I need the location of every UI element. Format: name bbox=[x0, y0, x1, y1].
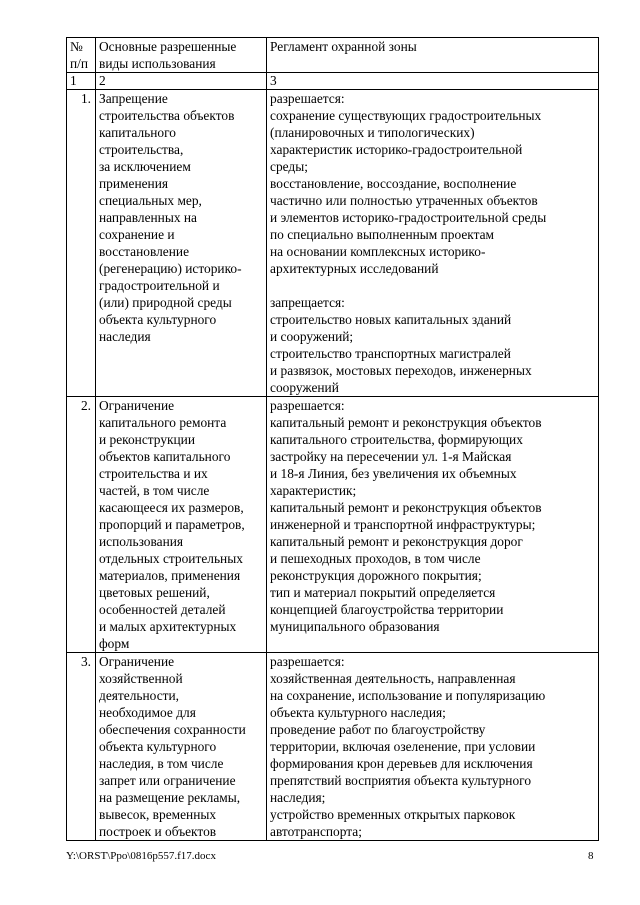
use-type-line: восстановление bbox=[99, 244, 190, 259]
use-type-line: сохранение и bbox=[99, 227, 175, 242]
use-type-line: частей, в том числе bbox=[99, 483, 210, 498]
use-type-line: построек и объектов bbox=[99, 824, 217, 839]
row-number: 3. bbox=[67, 653, 96, 841]
use-type-line: наследия bbox=[99, 329, 151, 344]
use-type-line: вывесок, временных bbox=[99, 807, 217, 822]
regulation-line: застройку на пересечении ул. 1-я Майская bbox=[270, 449, 512, 464]
regulation-line: архитектурных исследований bbox=[270, 261, 439, 276]
regulation-line: разрешается: bbox=[270, 398, 345, 413]
use-type-line: запрет или ограничение bbox=[99, 773, 236, 788]
use-type-line: и малых архитектурных bbox=[99, 619, 237, 634]
use-type-line: обеспечения сохранности bbox=[99, 722, 246, 737]
regulation-line: реконструкция дорожного покрытия; bbox=[270, 568, 482, 583]
use-type-line: использования bbox=[99, 534, 184, 549]
regulation-line: и 18-я Линия, без увеличения их объемных bbox=[270, 466, 517, 481]
column-index-row bbox=[67, 73, 599, 90]
use-type-line: объектов капитального bbox=[99, 449, 231, 464]
use-type-line: специальных мер, bbox=[99, 193, 202, 208]
use-type-line: касающееся их размеров, bbox=[99, 500, 244, 515]
regulation-line: строительство новых капитальных зданий bbox=[270, 312, 512, 327]
regulation-line: разрешается: bbox=[270, 654, 345, 669]
regulation-line: частично или полностью утраченных объектов bbox=[270, 193, 538, 208]
regulation-line: муниципального образования bbox=[270, 619, 440, 634]
header-use-types bbox=[96, 38, 267, 73]
header-use-types-line: виды использования bbox=[99, 56, 216, 71]
regulation-line: сооружений bbox=[270, 380, 339, 395]
regulation-line: сохранение существующих градостроительных bbox=[270, 108, 542, 123]
regulation-line: формирования крон деревьев для исключения bbox=[270, 756, 533, 771]
use-type-cell bbox=[96, 90, 267, 397]
use-type-line: Ограничение bbox=[99, 398, 175, 413]
regulation-line: хозяйственная деятельность, направленная bbox=[270, 671, 516, 686]
row-number: 2. bbox=[67, 397, 96, 653]
use-type-line: отдельных строительных bbox=[99, 551, 243, 566]
regulation-line: и развязок, мостовых переходов, инженерных bbox=[270, 363, 532, 378]
page-number: 8 bbox=[588, 850, 594, 862]
header-use-types-line: Основные разрешенные bbox=[99, 39, 237, 54]
footer-file-path: Y:\ORST\Ppo\0816p557.f17.docx bbox=[66, 850, 216, 862]
regulation-line: и сооружений; bbox=[270, 329, 354, 344]
regulation-line: наследия; bbox=[270, 790, 326, 805]
use-type-line: форм bbox=[99, 636, 130, 651]
use-type-line: за исключением bbox=[99, 159, 191, 174]
use-type-line: капитального bbox=[99, 125, 176, 140]
regulation-line: (планировочных и типологических) bbox=[270, 125, 475, 140]
regulation-line: характеристик историко-градостроительной bbox=[270, 142, 523, 157]
use-type-line: деятельности, bbox=[99, 688, 180, 703]
regulation-line: проведение работ по благоустройству bbox=[270, 722, 486, 737]
regulation-line: инженерной и транспортной инфраструктуры; bbox=[270, 517, 536, 532]
use-type-line: (регенерацию) историко- bbox=[99, 261, 242, 276]
regulation-table bbox=[66, 37, 599, 841]
use-type-line: на размещение рекламы, bbox=[99, 790, 241, 805]
table-header-row bbox=[67, 38, 599, 73]
regulation-line: территории, включая озеленение, при условии bbox=[270, 739, 536, 754]
use-type-cell bbox=[96, 653, 267, 841]
use-type-line: направленных на bbox=[99, 210, 197, 225]
regulation-line: на сохранение, использование и популяризацию bbox=[270, 688, 546, 703]
regulation-cell bbox=[267, 90, 599, 397]
regulation-line: среды; bbox=[270, 159, 308, 174]
use-type-line: строительства, bbox=[99, 142, 184, 157]
header-regulation bbox=[267, 38, 599, 73]
use-type-line: строительства объектов bbox=[99, 108, 235, 123]
regulation-line: и элементов историко-градостроительной среды bbox=[270, 210, 547, 225]
header-number-line: № bbox=[70, 39, 83, 54]
regulation-line: и пешеходных проходов, в том числе bbox=[270, 551, 481, 566]
regulation-line: капитальный ремонт и реконструкция дорог bbox=[270, 534, 523, 549]
use-type-line: цветовых решений, bbox=[99, 585, 210, 600]
column-index: 2 bbox=[96, 73, 267, 90]
table-row bbox=[67, 90, 599, 397]
regulation-line: устройство временных открытых парковок bbox=[270, 807, 516, 822]
use-type-cell bbox=[96, 397, 267, 653]
use-type-line: (или) природной среды bbox=[99, 295, 232, 310]
use-type-line: особенностей деталей bbox=[99, 602, 226, 617]
header-number-line: п/п bbox=[70, 56, 89, 71]
regulation-line: концепцией благоустройства территории bbox=[270, 602, 504, 617]
regulation-line: капитальный ремонт и реконструкция объектов bbox=[270, 415, 542, 430]
regulation-line: препятствий восприятия объекта культурного bbox=[270, 773, 532, 788]
use-type-line: необходимое для bbox=[99, 705, 196, 720]
use-type-line: и реконструкции bbox=[99, 432, 196, 447]
use-type-line: объекта культурного bbox=[99, 739, 217, 754]
use-type-line: капитального ремонта bbox=[99, 415, 227, 430]
row-number: 1. bbox=[67, 90, 96, 397]
regulation-line: строительство транспортных магистралей bbox=[270, 346, 511, 361]
use-type-line: хозяйственной bbox=[99, 671, 183, 686]
column-index: 1 bbox=[67, 73, 96, 90]
header-number bbox=[67, 38, 96, 73]
header-regulation-line: Регламент охранной зоны bbox=[270, 39, 417, 54]
use-type-line: Ограничение bbox=[99, 654, 175, 669]
use-type-line: пропорций и параметров, bbox=[99, 517, 245, 532]
table-row bbox=[67, 653, 599, 841]
use-type-line: наследия, в том числе bbox=[99, 756, 224, 771]
regulation-cell bbox=[267, 653, 599, 841]
regulation-line: по специально выполненным проектам bbox=[270, 227, 495, 242]
paragraph-gap bbox=[270, 277, 595, 294]
use-type-line: градостроительной и bbox=[99, 278, 220, 293]
regulation-line: объекта культурного наследия; bbox=[270, 705, 446, 720]
regulation-line: капитального строительства, формирующих bbox=[270, 432, 523, 447]
regulation-line: тип и материал покрытий определяется bbox=[270, 585, 496, 600]
regulation-line: капитальный ремонт и реконструкция объектов bbox=[270, 500, 542, 515]
regulation-cell bbox=[267, 397, 599, 653]
regulation-line: характеристик; bbox=[270, 483, 357, 498]
regulation-line: на основании комплексных историко- bbox=[270, 244, 486, 259]
regulation-line: разрешается: bbox=[270, 91, 345, 106]
use-type-line: строительства и их bbox=[99, 466, 208, 481]
use-type-line: объекта культурного bbox=[99, 312, 217, 327]
use-type-line: применения bbox=[99, 176, 169, 191]
column-index: 3 bbox=[267, 73, 599, 90]
regulation-line: восстановление, воссоздание, восполнение bbox=[270, 176, 517, 191]
table-row bbox=[67, 397, 599, 653]
use-type-line: Запрещение bbox=[99, 91, 168, 106]
regulation-line: запрещается: bbox=[270, 295, 345, 310]
regulation-line: автотранспорта; bbox=[270, 824, 362, 839]
use-type-line: материалов, применения bbox=[99, 568, 241, 583]
